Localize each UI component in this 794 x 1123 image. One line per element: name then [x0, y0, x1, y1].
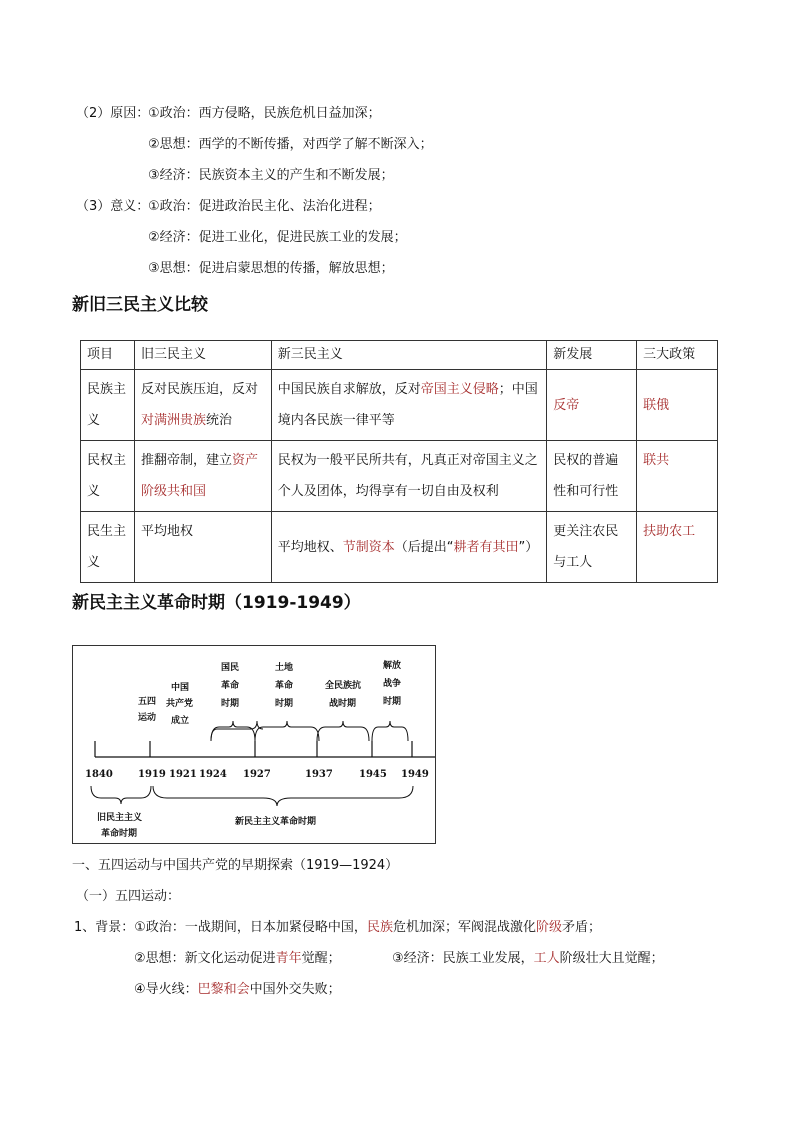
- row-item: 民权主义: [81, 441, 135, 512]
- period-tudi-line3: 时期: [275, 699, 294, 709]
- old-era-line1: 旧民主主义: [97, 813, 143, 823]
- header-old: 旧三民主义: [134, 341, 271, 370]
- header-item: 项目: [81, 341, 135, 370]
- row-item: 民生主义: [81, 512, 135, 583]
- causes-intro: （2）原因：: [76, 106, 150, 121]
- new-highlight: 节制资本: [342, 539, 395, 555]
- brace-old-era: [91, 786, 151, 804]
- bg1-text-mid: 危机加深；军阀混战激化: [392, 920, 536, 935]
- bg1-highlight-2: 阶级: [535, 920, 562, 935]
- old-era-line2: 革命时期: [101, 829, 138, 839]
- row-dev: 更关注农民与工人: [547, 512, 637, 583]
- event-party-line1: 中国: [171, 683, 190, 693]
- period-guomin-line1: 国民: [221, 663, 240, 673]
- event-party-line3: 成立: [171, 716, 190, 726]
- background-line-2: [134, 950, 341, 968]
- bg4-highlight: 巴黎和会: [197, 982, 250, 997]
- old-highlight: 资产阶级共和国: [140, 453, 258, 499]
- year-1927: 1927: [243, 769, 271, 780]
- background-line-4: [134, 981, 341, 999]
- background-line-1: [74, 919, 601, 937]
- row-new: [271, 512, 547, 583]
- background-intro: 1、背景：: [74, 920, 135, 935]
- row-new: 民权为一般平民所共有，凡真正对帝国主义之个人及团体，均得享有一切自由及权利: [271, 441, 547, 512]
- bg4-text: ④导火线：: [134, 982, 198, 997]
- year-1937: 1937: [305, 769, 333, 780]
- row-policy: 联俄: [637, 370, 718, 441]
- background-line-3: [392, 950, 664, 968]
- bracket-tudi: [255, 721, 319, 741]
- bg1-text: ①政治：一战期间，日本加紧侵略中国，: [134, 920, 367, 935]
- table-row: [81, 441, 718, 512]
- timeline-diagram: [72, 645, 436, 844]
- bg4-text-end: 中国外交失败；: [249, 982, 341, 997]
- bg3-highlight: 工人: [533, 951, 560, 966]
- period-guomin-line3: 时期: [221, 699, 240, 709]
- bracket-jiefang: [372, 721, 408, 741]
- period-jiefang-line2: 战争: [383, 679, 402, 689]
- table-header-row: [81, 341, 718, 370]
- period-tudi-line1: 土地: [275, 663, 294, 673]
- timeline-svg: [73, 646, 437, 845]
- bg2-text: ②思想：新文化运动促进: [134, 951, 276, 966]
- meaning-item-thought: ③思想：促进启蒙思想的传播，解放思想；: [148, 261, 394, 276]
- row-policy: 联共: [637, 441, 718, 512]
- old-text: 推翻帝制，建立: [140, 453, 232, 468]
- section-one-sub: （一）五四运动：: [76, 889, 181, 904]
- cause-item-politics: ①政治：西方侵略，民族危机日益加深；: [148, 106, 381, 121]
- period-kangzhan-line1: 全民族抗: [325, 681, 362, 691]
- event-wusi-line1: 五四: [138, 697, 157, 707]
- bg1-highlight-1: 民族: [366, 920, 393, 935]
- year-1924: 1924: [199, 769, 227, 780]
- period-kangzhan-line2: 战时期: [329, 699, 357, 709]
- meaning-item-economy: ②经济：促进工业化，促进民族工业的发展；: [148, 230, 407, 245]
- table-row: [81, 512, 718, 583]
- old-highlight: 对满洲贵族: [140, 413, 206, 428]
- header-dev: 新发展: [547, 341, 637, 370]
- cause-item-economy: ③经济：民族资本主义的产生和不断发展；: [148, 168, 394, 183]
- row-item: 民族主义: [81, 370, 135, 441]
- bg3-text: ③经济：民族工业发展，: [392, 951, 534, 966]
- row-dev: 反帝: [547, 370, 637, 441]
- bg2-highlight: 青年: [275, 951, 302, 966]
- brace-new-era: [153, 786, 413, 806]
- row-old: [134, 441, 271, 512]
- row-new: [271, 370, 547, 441]
- heading-new-democratic-period: 新民主主义革命时期（1919-1949）: [72, 593, 361, 613]
- year-1945: 1945: [359, 769, 387, 780]
- header-policy: 三大政策: [637, 341, 718, 370]
- cause-item-thought: ②思想：西学的不断传播，对西学了解不断深入；: [148, 137, 433, 152]
- table-row: [81, 370, 718, 441]
- period-jiefang-line3: 时期: [383, 697, 402, 707]
- row-dev: 民权的普遍性和可行性: [547, 441, 637, 512]
- row-old: 平均地权: [134, 512, 271, 583]
- year-1921: 1921: [169, 769, 197, 780]
- section-one-title: 一、五四运动与中国共产党的早期探索（1919—1924）: [72, 858, 399, 873]
- new-text-end: ；中国境内各民族一律平等: [277, 382, 538, 428]
- bg3-text-end: 阶级壮大且觉醒；: [559, 951, 664, 966]
- year-1949: 1949: [401, 769, 429, 780]
- period-guomin-line2: 革命: [221, 681, 240, 691]
- new-text: 中国民族自求解放，反对: [277, 382, 421, 397]
- old-text: 反对民族压迫，反对: [140, 382, 258, 397]
- new-era-label: 新民主主义革命时期: [235, 817, 317, 827]
- bg2-text-end: 觉醒；: [301, 951, 341, 966]
- header-new: 新三民主义: [271, 341, 547, 370]
- year-1919: 1919: [138, 769, 166, 780]
- meaning-item-politics: ①政治：促进政治民主化、法治化进程；: [148, 199, 381, 214]
- row-old: [134, 370, 271, 441]
- new-highlight: 帝国主义侵略: [420, 382, 499, 397]
- new-highlight-2: 耕者有其田: [453, 539, 519, 555]
- year-1840: 1840: [85, 769, 113, 780]
- bracket-kangzhan: [317, 721, 369, 741]
- heading-sanmin-comparison: 新旧三民主义比较: [72, 295, 208, 315]
- sanmin-comparison-table: [80, 340, 718, 583]
- period-jiefang-line1: 解放: [383, 661, 402, 671]
- event-party-line2: 共产党: [166, 699, 194, 709]
- period-tudi-line2: 革命: [275, 681, 294, 691]
- new-text-mid: （后提出“: [394, 539, 454, 555]
- new-text: 平均地权、: [277, 539, 343, 555]
- old-text-end: 统治: [205, 413, 232, 428]
- new-text-end: ”）: [518, 539, 539, 555]
- row-policy: 扶助农工: [637, 512, 718, 583]
- event-wusi-line2: 运动: [138, 713, 157, 723]
- bg1-text-end: 矛盾；: [561, 920, 601, 935]
- meaning-intro: （3）意义：: [76, 199, 150, 214]
